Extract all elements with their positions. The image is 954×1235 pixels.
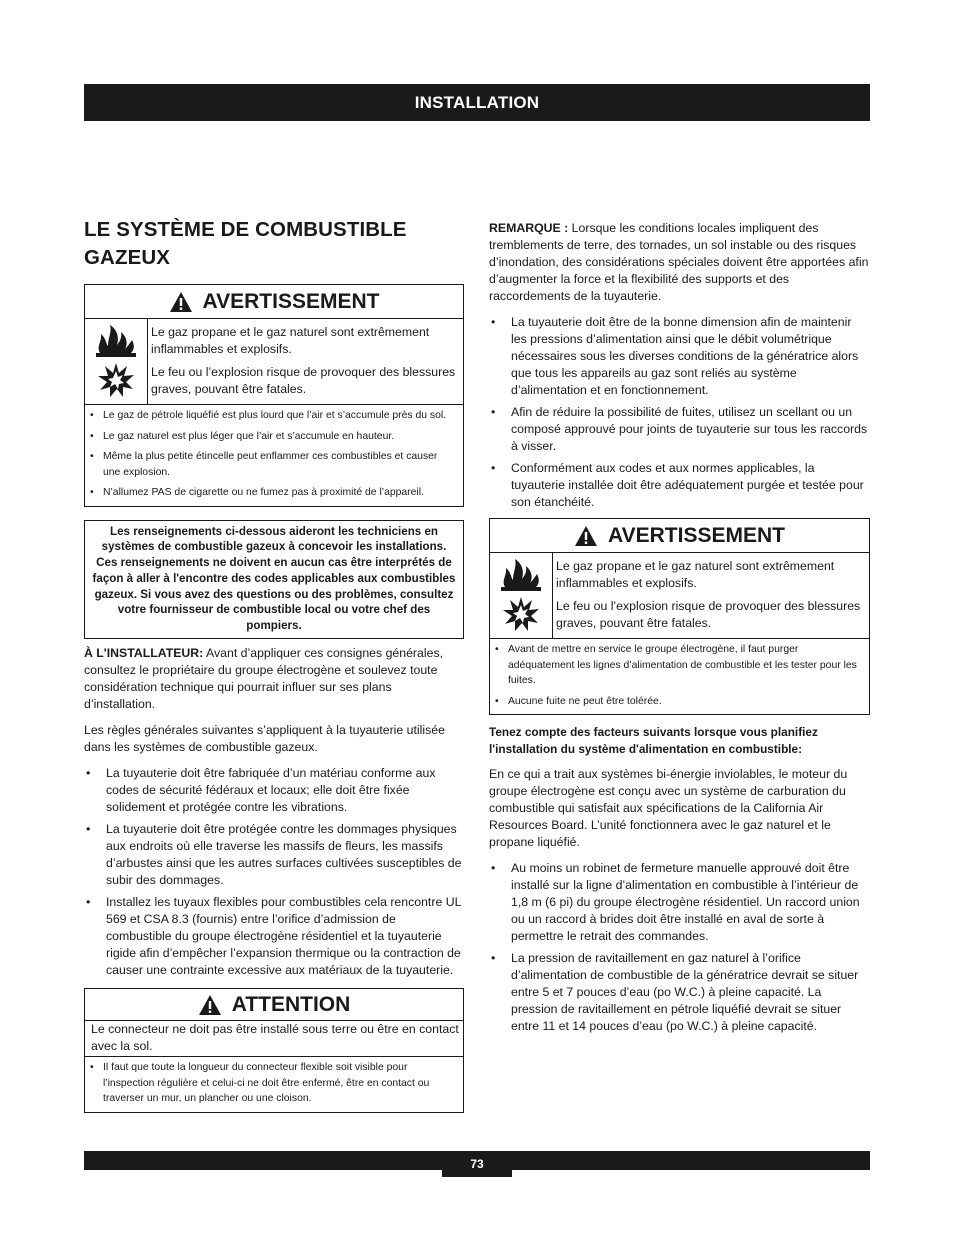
fire-icon [94,324,138,358]
installer-paragraph [84,645,464,713]
attention-text: Le connecteur ne doit pas être installé sous terre ou être en contact avec la sol. [85,1021,463,1057]
warning-box [84,284,464,507]
list-item: • Au moins un robinet de fermeture manuelle approuvé doit être installé sur la ligne d’alimentation en combustible à l’intérieur de 1,8 m (6 pi) du groupe électrogène résidentiel. Un raccord union ou un raccord à brides doit être installé en aval de sorte à permettre le retrait des commandes. [489,860,870,945]
header-title: INSTALLATION [414,92,540,112]
fuel-supply-list [489,860,870,1035]
list-item: • La tuyauterie doit être fabriquée d’un matériau conforme aux codes de sécurité fédéraux et locaux; elle doit être fixée solidement et protégée contre les vibrations. [84,765,464,816]
warning-bullet: • Même la plus petite étincelle peut enflammer ces combustibles et causer une explosion. [89,449,457,480]
list-item: • La pression de ravitaillement en gaz naturel à l’orifice d’alimentation de combustible de la génératrice devrait se situer entre 5 et 7 pouces d’eau (po W.C.) à pleine capacité. La pression de ravitaillement en pétrole liquéfié devrait se situer entre 11 et 14 pouces d’eau (po W.C.) à pleine capacité. [489,950,870,1035]
list-item: • La tuyauterie doit être de la bonne dimension afin de maintenir les pressions d’alimentation ainsi que le débit volumétrique nécessaires sous les diverses conditions de la génératrice alors que tous les appareils au gaz sont reliés au système d’alimentation et en fonctionnement. [489,314,870,399]
warning-text-2: Le feu ou l’explosion risque de provoquer des blessures graves, pouvant être fatales. [556,599,861,630]
warning-icons [85,319,148,404]
piping-size-list [489,314,870,511]
right-column [489,220,870,1044]
installer-text: Avant d’appliquer ces consignes générales, consultez le propriétaire du groupe électrogène et soulevez toute considération technique qui pourrait influer sur ses plans d’installation. [84,646,444,712]
warning-bullet: • Le gaz naturel est plus léger que l’air et s’accumule en hauteur. [89,429,457,445]
warning-body [85,319,463,405]
warning-bullets [490,639,869,714]
info-box: Les renseignements ci-dessous aideront les techniciens en systèmes de combustible gazeux à concevoir les installations. Ces renseignements ne doivent en aucun cas être interprétés de façon à aller à l'encontre des codes applicables aux combustibles gazeux. Si vous avez des questions ou des problèmes, consultez votre fournisseur de combustible local ou votre chef des pompiers. [84,520,464,640]
list-item: • Installez les tuyaux flexibles pour combustibles cela rencontre UL 569 et CSA 8.3 (fournis) entre l’orifice d’admission de combustible du groupe électrogène résidentiel et la tuyauterie rigide afin d’empêcher l’expansion thermique ou la contraction de causer une contrainte excessive aux matériaux de la tuyauterie. [84,894,464,979]
note-text: Lorsque les conditions locales impliquent des tremblements de terre, des tornades, un sol instable ou des risques d’inondation, des considérations spéciales doivent être apportées afin d’augmenter la force et la flexibilité des supports et des raccordements de la tuyauterie. [489,221,869,303]
page-number: 73 [442,1151,512,1177]
warning-box-2 [489,518,870,715]
note-paragraph [489,220,870,305]
explosion-icon [97,361,135,399]
warning-bullet: • Avant de mettre en service le groupe électrogène, il faut purger adéquatement les lignes d’alimentation de combustible et les tester pour les fuites. [494,642,863,689]
installer-label: À L'INSTALLATEUR: [84,646,204,661]
warning-bullet: • Le gaz de pétrole liquéfié est plus lourd que l’air et s’accumule près du sol. [89,408,457,424]
piping-rules-list [84,765,464,979]
factors-heading: Tenez compte des facteurs suivants lorsque vous planifiez l'installation du système d'alimentation en combustible: [489,725,818,756]
warning-bullets [85,405,463,506]
warning-text-1: Le gaz propane et le gaz naturel sont extrêmement inflammables et explosifs. [556,559,835,590]
list-item: • Conformément aux codes et aux normes applicables, la tuyauterie installée doit être adéquatement purgée et testée pour son étanchéité. [489,460,870,511]
note-label: REMARQUE : [489,221,569,235]
warning-icons [490,553,553,638]
warning-bullet: • Aucune fuite ne peut être tolérée. [494,694,863,710]
attention-bullet: • Il faut que toute la longueur du connecteur flexible soit visible pour l’inspection régulière et celui-ci ne doit être enfermé, être en contact ou traverser un mur, un plancher ou une cloison. [89,1060,457,1107]
section-title: LE SYSTÈME DE COMBUSTIBLE GAZEUX [84,218,407,269]
left-column [84,216,464,1113]
explosion-icon [502,595,540,633]
general-rules-paragraph: Les règles générales suivantes s’appliquent à la tuyauterie utilisée dans les systèmes de combustible gazeux. [84,723,445,755]
header-bar [84,84,870,121]
warning-triangle-icon [198,994,222,1016]
list-item: • La tuyauterie doit être protégée contre les dommages physiques aux endroits où elle traverse les massifs de fleurs, les massifs d’arbustes ainsi que les autres surfaces cultivées susceptibles de subir des dommages. [84,821,464,889]
warning-title-bar [85,285,463,319]
warning-title: AVERTISSEMENT [608,524,785,547]
warning-triangle-icon [169,291,193,313]
fire-icon [499,558,543,592]
warning-triangle-icon [574,525,598,547]
warning-text [148,319,463,404]
warning-title: AVERTISSEMENT [202,290,380,313]
warning-text-2: Le feu ou l’explosion risque de provoquer des blessures graves, pouvant être fatales. [151,365,456,396]
warning-text [553,553,869,638]
attention-box [84,988,464,1113]
bifuel-paragraph: En ce qui a trait aux systèmes bi-énergie inviolables, le moteur du groupe électrogène est conçu avec un système de carburation du combustible qui satisfait aux spécifications de la California Air Resources Board. L’unité fonctionnera avec le gaz naturel et le propane liquéfié. [489,767,848,849]
warning-body [490,553,869,639]
list-item: • Afin de réduire la possibilité de fuites, utilisez un scellant ou un composé approuvé pour joints de tuyauterie sur tous les raccords à visser. [489,404,870,455]
warning-title-bar [490,519,869,553]
warning-text-1: Le gaz propane et le gaz naturel sont extrêmement inflammables et explosifs. [151,325,430,356]
attention-title: ATTENTION [231,993,351,1017]
attention-title-bar [85,989,463,1021]
warning-bullet: • N’allumez PAS de cigarette ou ne fumez pas à proximité de l’appareil. [89,485,457,501]
attention-bullets [85,1057,463,1112]
